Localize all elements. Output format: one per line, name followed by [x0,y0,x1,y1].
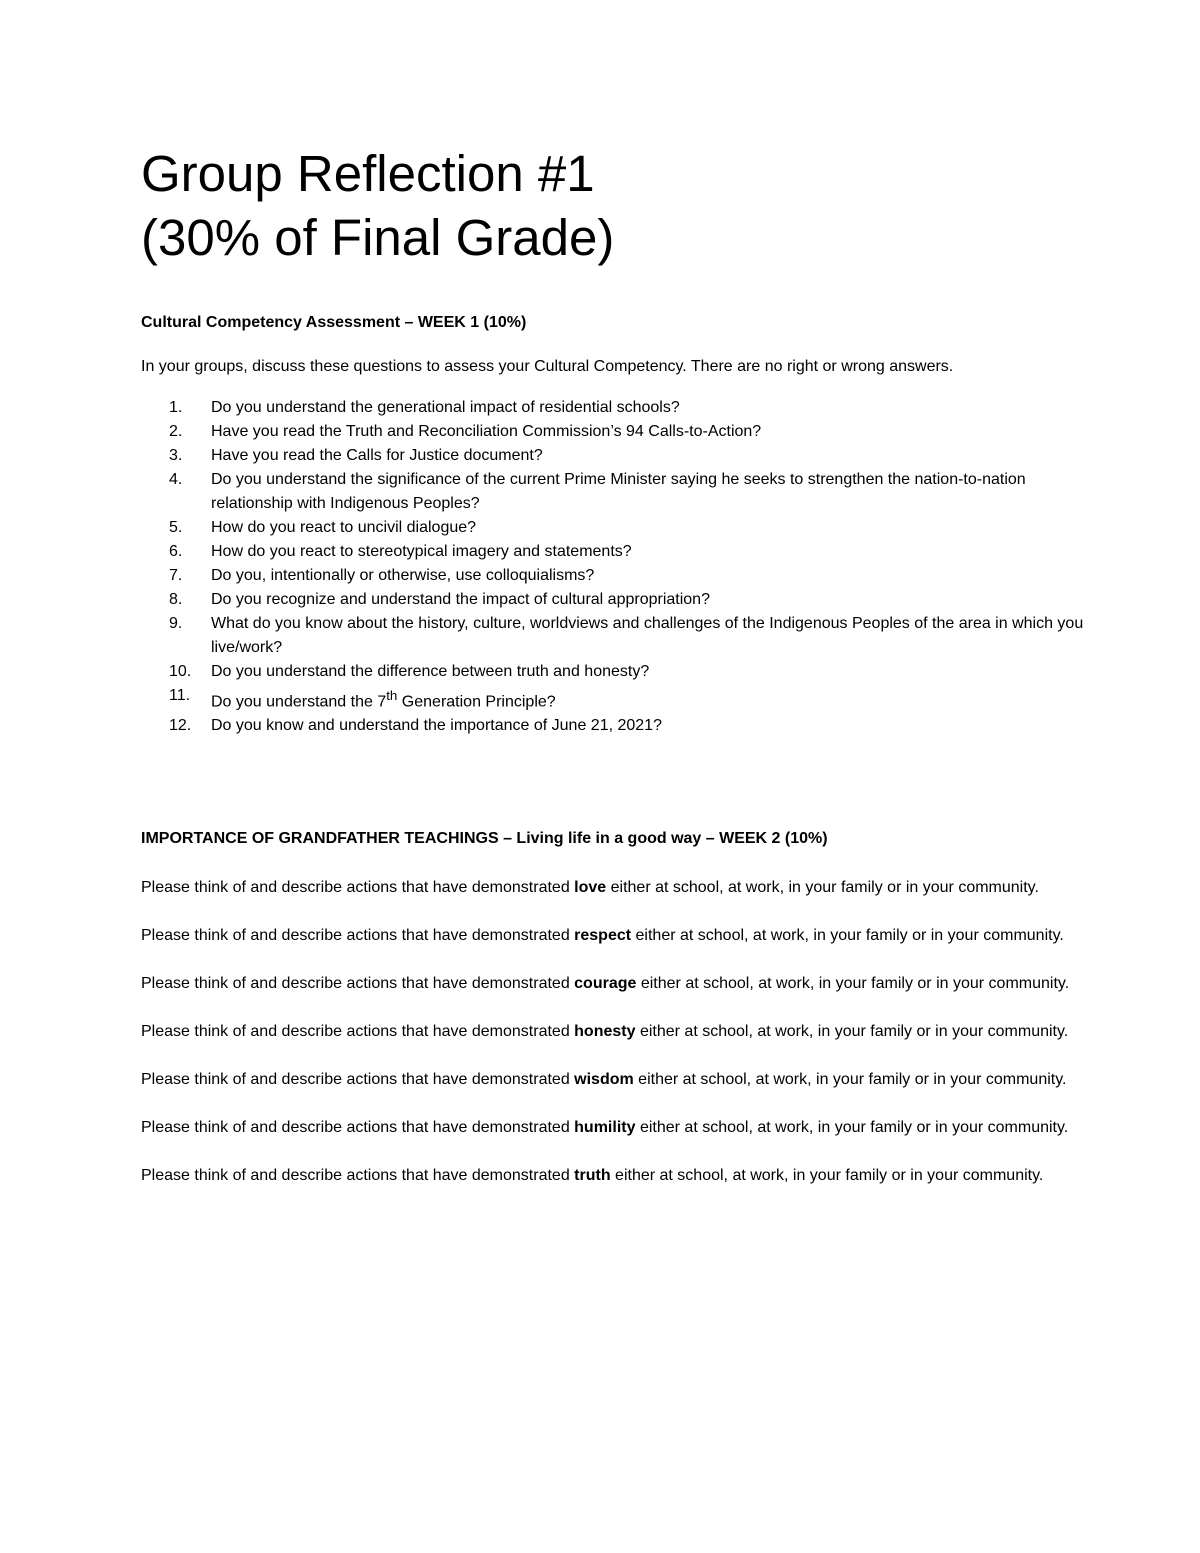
question-text: How do you react to uncivil dialogue? [211,519,477,536]
question-list [141,396,1101,738]
page-title [141,142,614,270]
teaching-paragraph [141,1116,1071,1140]
teaching-word: truth [574,1167,611,1184]
question-number: 3. [169,447,183,464]
question-text: Have you read the Truth and Reconciliation Commission’s 94 Calls-to-Action? [211,423,762,440]
question-text-start: Do you understand the 7 [211,693,387,711]
week1-heading: Cultural Competency Assessment – WEEK 1 (10%) [141,314,527,331]
question-text: Do you know and understand the importance of June 21, 2021? [211,717,662,735]
list-item [141,540,1101,564]
teaching-word: love [574,879,607,896]
question-text: Do you recognize and understand the impact of cultural appropriation? [211,591,710,608]
list-item [141,612,1101,660]
question-number: 1. [169,399,183,416]
teaching-word: humility [574,1119,636,1136]
prompt-start: Please think of and describe actions that have demonstrated [141,1167,575,1184]
question-text: Do you understand the generational impact of residential schools? [211,399,680,416]
prompt-start: Please think of and describe actions that have demonstrated [141,1071,575,1088]
teaching-paragraph [141,1068,1071,1092]
prompt-start: Please think of and describe actions that have demonstrated [141,879,575,896]
prompt-end: either at school, at work, in your family or in your community. [635,1119,1069,1136]
list-item [141,660,1101,684]
list-item [141,444,1101,468]
question-text: Do you understand the difference between truth and honesty? [211,663,650,680]
week2-heading: IMPORTANCE OF GRANDFATHER TEACHINGS – Living life in a good way – WEEK 2 (10%) [141,830,828,847]
teaching-word: respect [574,927,632,944]
list-item [141,396,1101,420]
question-number: 5. [169,519,183,536]
question-number: 6. [169,543,183,560]
prompt-start: Please think of and describe actions that have demonstrated [141,1119,575,1136]
ordinal-suffix: th [386,688,398,703]
prompt-end: either at school, at work, in your family or in your community. [633,1071,1067,1088]
week1-intro: In your groups, discuss these questions to assess your Cultural Competency. There are no right or wrong answers. [141,358,954,375]
list-item [141,516,1101,540]
question-number: 4. [169,471,183,488]
question-number: 2. [169,423,183,440]
prompt-end: either at school, at work, in your family or in your community. [635,1023,1069,1040]
question-text: How do you react to stereotypical imagery and statements? [211,543,632,560]
prompt-end: either at school, at work, in your family or in your community. [610,1167,1044,1184]
prompt-start: Please think of and describe actions that have demonstrated [141,927,575,944]
list-item [141,564,1101,588]
teaching-word: wisdom [574,1071,634,1088]
teaching-word: courage [574,975,637,992]
teaching-paragraph [141,924,1071,948]
question-number: 11. [169,687,191,704]
question-number: 9. [169,615,183,632]
question-text: Do you understand the significance of the current Prime Minister saying he seeks to strengthen the nation-to-nation relationship with Indigenous Peoples? [211,471,1026,512]
question-number: 10. [169,663,192,680]
prompt-start: Please think of and describe actions that have demonstrated [141,1023,575,1040]
question-text-end: Generation Principle? [397,693,556,711]
prompt-start: Please think of and describe actions that have demonstrated [141,975,575,992]
list-item [141,714,1101,738]
title-line-1: Group Reflection #1 [141,145,595,202]
question-number: 12. [169,717,192,735]
prompt-end: either at school, at work, in your family or in your community. [606,879,1039,896]
teachings-section [141,876,1071,1212]
teaching-paragraph [141,876,1071,900]
teaching-paragraph [141,972,1071,996]
question-text: Do you, intentionally or otherwise, use colloquialisms? [211,567,595,584]
list-item [141,468,1101,516]
list-item [141,588,1101,612]
teaching-paragraph [141,1020,1071,1044]
title-line-2: (30% of Final Grade) [141,209,615,266]
question-text: Have you read the Calls for Justice document? [211,447,543,464]
list-item [141,420,1101,444]
teaching-word: honesty [574,1023,636,1040]
prompt-end: either at school, at work, in your family or in your community. [631,927,1064,944]
list-item [141,684,1101,714]
question-number: 8. [169,591,183,608]
question-number: 7. [169,567,183,584]
question-text: What do you know about the history, culture, worldviews and challenges of the Indigenous Peoples of the area in which you live/work? [211,615,1084,656]
teaching-paragraph [141,1164,1071,1188]
prompt-end: either at school, at work, in your family or in your community. [636,975,1070,992]
